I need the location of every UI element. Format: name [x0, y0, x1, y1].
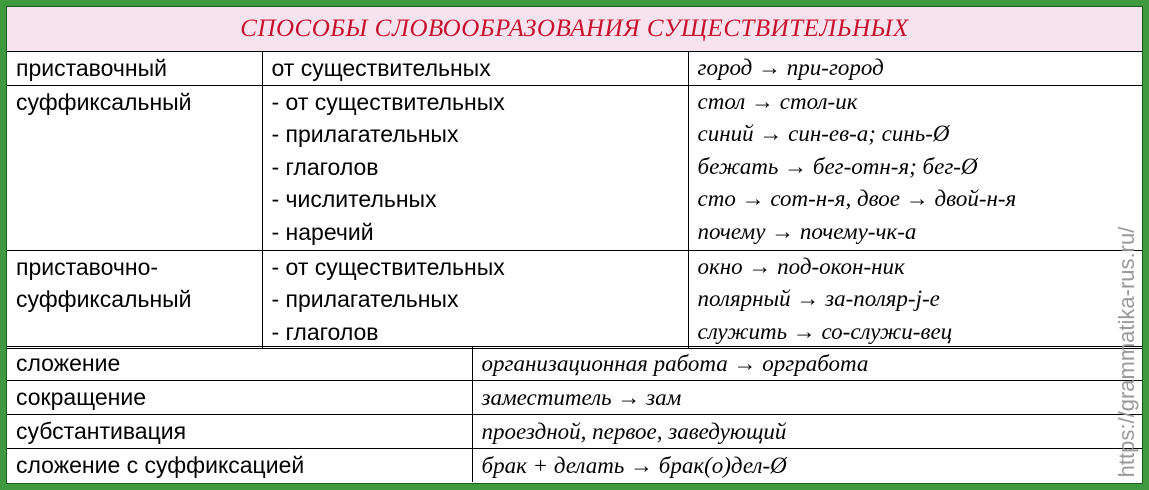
table-row	[7, 381, 1142, 415]
table-row	[7, 250, 1142, 349]
method-cell: сложение	[7, 347, 472, 381]
source-cell	[262, 250, 688, 349]
example-cell	[688, 250, 1142, 349]
example-text: окно → под-окон-ник	[697, 253, 905, 279]
table-row	[7, 85, 1142, 250]
example-text: синий → син-ев-а; синь-Ø	[697, 121, 950, 146]
simple-methods-table	[7, 346, 1142, 482]
example-cell: брак + делать → брак(о)дел-Ø	[472, 449, 1142, 483]
method-cell: сложение с суффиксацией	[7, 449, 472, 483]
method-cell	[7, 52, 262, 85]
source-text: - глаголов	[271, 153, 379, 180]
source-cell	[262, 85, 688, 250]
method-cell	[7, 85, 262, 250]
example-text: полярный → за-поляр-j-е	[697, 286, 940, 311]
source-text: от существительных	[271, 55, 491, 81]
example-text: сто → сот-н-я, двое → двой-н-я	[697, 186, 1017, 211]
example-cell: проездной, первое, заведующий	[472, 415, 1142, 449]
watermark-text: https://grammatika-rus.ru/	[1114, 226, 1139, 478]
table-row	[7, 415, 1142, 449]
source-cell	[262, 52, 688, 85]
source-text: - глаголов	[271, 318, 379, 345]
source-text: - числительных	[271, 186, 437, 212]
table-row	[7, 449, 1142, 483]
table-row	[7, 347, 1142, 381]
source-text: - прилагательных	[271, 286, 459, 312]
source-text: - прилагательных	[271, 121, 459, 147]
example-text: город → при-город	[697, 55, 884, 80]
source-text: - от существительных	[271, 253, 505, 280]
method-cell	[7, 250, 262, 349]
method-text: приставочно-	[16, 253, 159, 280]
table-row	[7, 52, 1142, 85]
method-text: приставочный	[16, 55, 167, 81]
example-text: бежать → бег-отн-я; бег-Ø	[697, 153, 978, 179]
method-cell: сокращение	[7, 381, 472, 415]
method-text: суффиксальный	[16, 88, 192, 115]
method-cell: субстантивация	[7, 415, 472, 449]
table-frame	[6, 6, 1143, 484]
watermark	[1111, 219, 1143, 485]
example-cell: заместитель → зам	[472, 381, 1142, 415]
source-text: - от существительных	[271, 88, 505, 115]
table-title: СПОСОБЫ СЛОВООБРАЗОВАНИЯ СУЩЕСТВИТЕЛЬНЫХ	[7, 7, 1142, 52]
example-cell: организационная работа → оргработа	[472, 347, 1142, 381]
example-cell	[688, 52, 1142, 85]
source-text: - наречий	[271, 218, 374, 245]
method-text: суффиксальный	[16, 286, 192, 312]
example-text: служить → со-служи-вец	[697, 318, 953, 344]
example-cell	[688, 85, 1142, 250]
example-text: почему → почему-чк-а	[697, 218, 917, 244]
example-text: стол → стол-ик	[697, 88, 858, 114]
methods-table	[7, 52, 1142, 349]
